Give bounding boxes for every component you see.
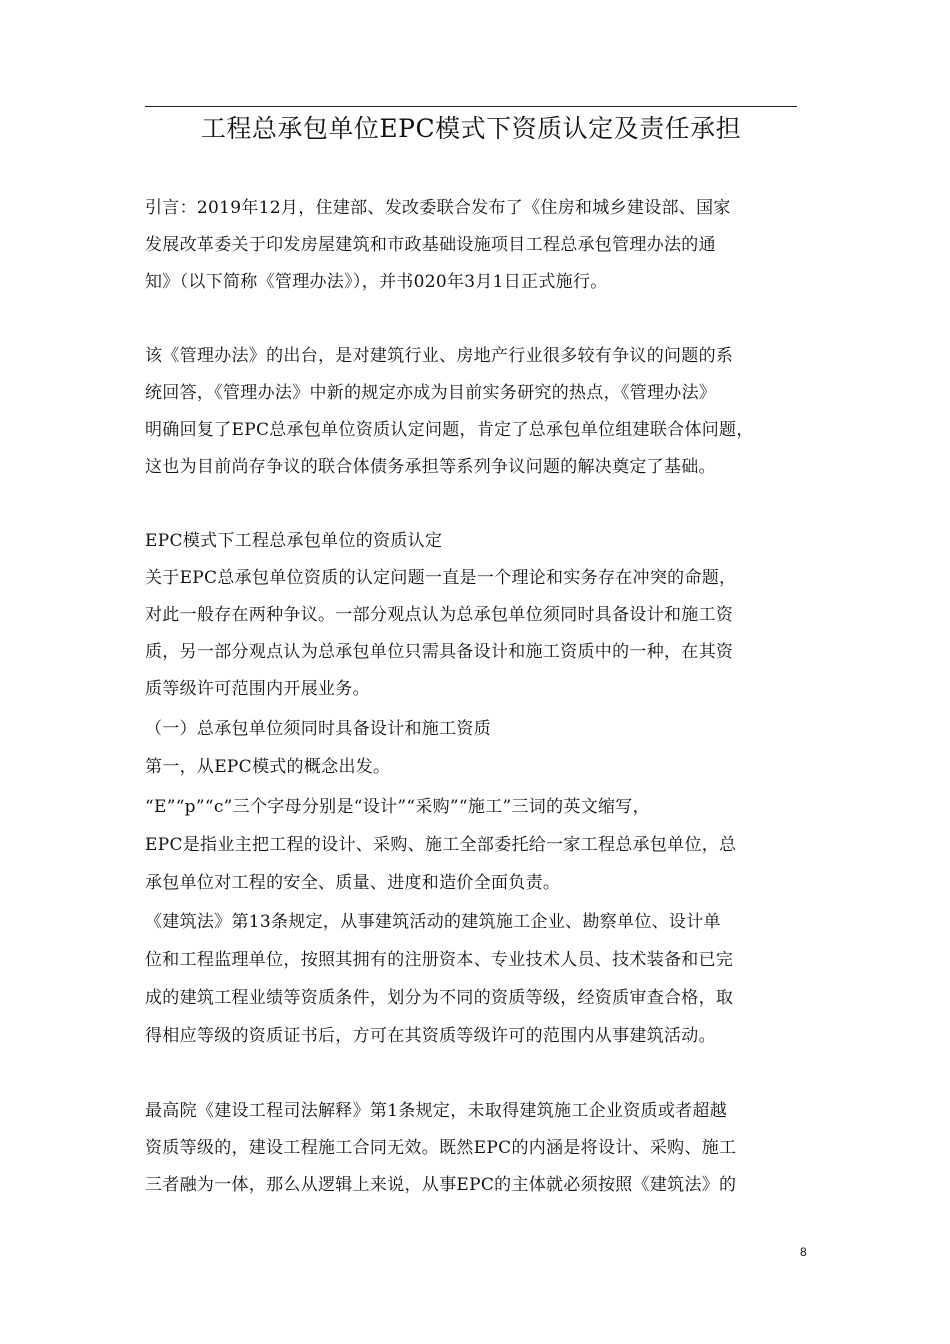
- paragraph-line: 承包单位对工程的安全、质量、进度和造价全面负责。: [145, 873, 561, 893]
- paragraph-line: 该《管理办法》的出台，是对建筑行业、房地产行业很多较有争议的问题的系: [145, 346, 734, 366]
- paragraph-line: 质，另一部分观点认为总承包单位只需具备设计和施工资质中的一种，在其资: [145, 642, 734, 662]
- intro-line: 知》（以下简称《管理办法》），并书020年3月1日正式施行。: [145, 272, 608, 292]
- intro-line: 引言：2019年12月，住建部、发改委联合发布了《住房和城乡建设部、国家: [145, 198, 731, 218]
- paragraph-line: 关于EPC总承包单位资质的认定问题一直是一个理论和实务存在冲突的命题，: [145, 568, 737, 588]
- page-number: 8: [800, 1245, 807, 1259]
- paragraph-line: 对此一般存在两种争议。一部分观点认为总承包单位须同时具备设计和施工资: [145, 605, 734, 625]
- subheading: （一）总承包单位须同时具备设计和施工资质: [145, 719, 491, 739]
- paragraph-line: 这也为目前尚存争议的联合体债务承担等系列争议问题的解决奠定了基础。: [145, 457, 716, 477]
- header-rule: [145, 106, 797, 107]
- paragraph-line: EPC是指业主把工程的设计、采购、施工全部委托给一家工程总承包单位，总: [145, 835, 737, 855]
- document-title: 工程总承包单位EPC模式下资质认定及责任承担: [200, 114, 742, 143]
- paragraph-line: 《建筑法》第13条规定，从事建筑活动的建筑施工企业、勘察单位、设计单: [145, 912, 721, 932]
- paragraph-line: 得相应等级的资质证书后，方可在其资质等级许可的范围内从事建筑活动。: [145, 1026, 716, 1046]
- section-heading: EPC模式下工程总承包单位的资质认定: [145, 531, 443, 551]
- paragraph-line: 最高院《建设工程司法解释》第1条规定，未取得建筑施工企业资质或者超越: [145, 1101, 728, 1121]
- paragraph-line: 三者融为一体，那么从逻辑上来说，从事EPC的主体就必须按照《建筑法》的: [145, 1175, 737, 1195]
- intro-line: 发展改革委关于印发房屋建筑和市政基础设施项目工程总承包管理办法的通: [145, 235, 716, 255]
- point-heading: 第一，从EPC模式的概念出发。: [145, 757, 391, 777]
- paragraph-line: “E”“p”“c”三个字母分别是“设计”“采购”“施工”三词的英文缩写，: [145, 797, 650, 817]
- paragraph-line: 位和工程监理单位，按照其拥有的注册资本、专业技术人员、技术装备和已完: [145, 950, 734, 970]
- paragraph-line: 明确回复了EPC总承包单位资质认定问题，肯定了总承包单位组建联合体问题，: [145, 420, 754, 440]
- paragraph-line: 资质等级的，建设工程施工合同无效。既然EPC的内涵是将设计、采购、施工: [145, 1138, 737, 1158]
- paragraph-line: 成的建筑工程业绩等资质条件，划分为不同的资质等级，经资质审查合格，取: [145, 988, 734, 1008]
- paragraph-line: 质等级许可范围内开展业务。: [145, 679, 370, 699]
- paragraph-line: 统回答，《管理办法》中新的规定亦成为目前实务研究的热点，《管理办法》: [145, 383, 717, 403]
